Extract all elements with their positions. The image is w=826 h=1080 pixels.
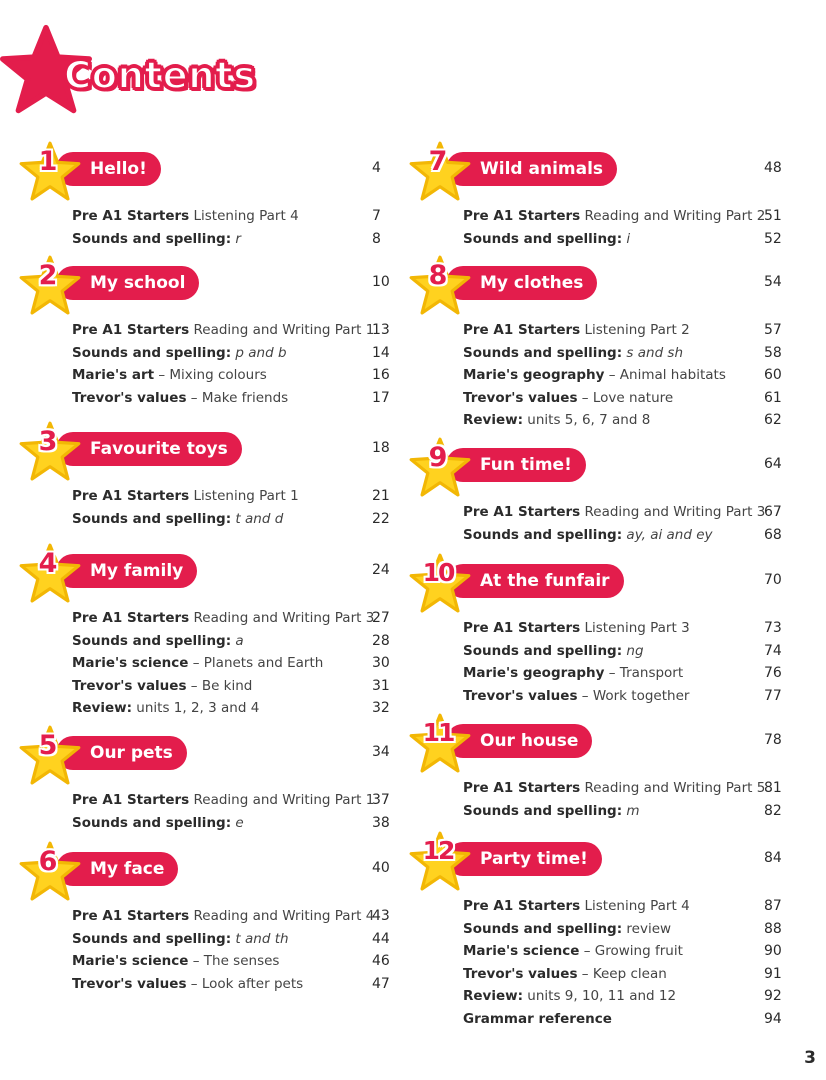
unit-title: My school xyxy=(56,266,199,300)
contents-entry[interactable] xyxy=(72,700,259,716)
entry-page-number: 92 xyxy=(764,988,782,1004)
unit-number: 6 xyxy=(38,846,58,877)
contents-entry[interactable] xyxy=(72,678,252,694)
page-number: 3 xyxy=(804,1048,816,1068)
entry-page-number: 94 xyxy=(764,1010,782,1027)
unit-title: Wild animals xyxy=(446,152,617,186)
entry-label: Review: xyxy=(72,700,133,716)
entry-label: Trevor's values xyxy=(72,677,187,694)
entry-text: units 9, 10, 11 and 12 xyxy=(523,988,677,1004)
entry-label: Sounds and spelling: xyxy=(463,230,623,247)
entry-label: Trevor's values xyxy=(463,965,578,982)
unit-title: Our pets xyxy=(56,736,187,770)
entry-label: Pre A1 Starters xyxy=(463,780,581,796)
entry-italic: t and th xyxy=(231,930,289,947)
unit-page-number: 54 xyxy=(764,274,782,290)
unit-number: 12 xyxy=(422,836,454,865)
entry-page-number: 17 xyxy=(372,389,390,406)
entry-text: Listening Part 4 xyxy=(189,208,299,224)
unit-title: Fun time! xyxy=(446,448,586,482)
entry-label: Pre A1 Starters xyxy=(72,908,190,924)
entry-label: Sounds and spelling: xyxy=(72,344,232,361)
contents-entry[interactable] xyxy=(463,527,713,543)
contents-entry[interactable] xyxy=(463,803,640,819)
entry-text: Listening Part 4 xyxy=(580,898,690,914)
contents-entry[interactable] xyxy=(72,511,283,527)
unit-title: My face xyxy=(56,852,178,886)
entry-label: Marie's science xyxy=(72,953,189,969)
entry-label: Trevor's values xyxy=(463,687,578,704)
contents-entry[interactable] xyxy=(72,345,287,361)
entry-text: – The senses xyxy=(188,953,280,969)
entry-page-number: 74 xyxy=(764,642,782,659)
entry-label: Pre A1 Starters xyxy=(72,322,190,338)
entry-label: Sounds and spelling: xyxy=(463,642,623,659)
unit-number: 11 xyxy=(422,718,454,747)
contents-entry[interactable] xyxy=(72,488,299,504)
entry-page-number: 37 xyxy=(372,792,390,808)
entry-page-number: 47 xyxy=(372,975,390,992)
entry-text: Reading and Writing Part 1 xyxy=(189,792,375,808)
entry-text: – Planets and Earth xyxy=(188,655,324,671)
entry-text: Listening Part 3 xyxy=(580,620,690,636)
entry-page-number: 87 xyxy=(764,898,782,914)
unit-title: My clothes xyxy=(446,266,597,300)
entry-text: Reading and Writing Part 2 xyxy=(580,208,766,224)
entry-italic: s and sh xyxy=(622,344,684,361)
entry-label: Sounds and spelling: xyxy=(463,920,623,937)
unit-page-number: 40 xyxy=(372,860,390,876)
entry-label: Marie's science xyxy=(463,943,580,959)
contents-entry[interactable] xyxy=(72,390,288,406)
contents-entry[interactable] xyxy=(463,345,683,361)
entry-text: – Be kind xyxy=(186,677,253,694)
entry-page-number: 51 xyxy=(764,208,782,224)
entry-page-number: 27 xyxy=(372,610,390,626)
unit-title: Party time! xyxy=(446,842,602,876)
entry-text: – Love nature xyxy=(577,389,674,406)
unit-title: Our house xyxy=(446,724,592,758)
entry-page-number: 43 xyxy=(372,908,390,924)
contents-entry[interactable] xyxy=(72,953,279,969)
entry-label: Grammar reference xyxy=(463,1010,612,1027)
contents-entry[interactable] xyxy=(463,1011,612,1027)
entry-page-number: 52 xyxy=(764,230,782,247)
unit-page-number: 78 xyxy=(764,732,782,748)
entry-page-number: 13 xyxy=(372,322,390,338)
contents-entry[interactable] xyxy=(72,367,267,383)
contents-entry[interactable] xyxy=(463,504,765,520)
unit-number: 4 xyxy=(38,548,58,579)
contents-entry[interactable] xyxy=(72,792,374,808)
entry-italic: t and d xyxy=(231,510,284,527)
entry-label: Pre A1 Starters xyxy=(72,610,190,626)
entry-text: – Transport xyxy=(604,665,684,681)
contents-entry[interactable] xyxy=(463,921,671,937)
contents-entry[interactable] xyxy=(463,665,683,681)
entry-page-number: 77 xyxy=(764,687,782,704)
entry-italic: i xyxy=(622,230,631,247)
contents-entry[interactable] xyxy=(72,633,244,649)
entry-page-number: 67 xyxy=(764,504,782,520)
entry-label: Marie's science xyxy=(72,655,189,671)
unit-number: 1 xyxy=(38,146,58,177)
contents-entry[interactable] xyxy=(463,966,667,982)
unit-number: 3 xyxy=(38,426,58,457)
contents-entry[interactable] xyxy=(463,898,690,914)
entry-label: Sounds and spelling: xyxy=(72,930,232,947)
entry-page-number: 31 xyxy=(372,677,390,694)
unit-number: 2 xyxy=(38,260,58,291)
entry-label: Sounds and spelling: xyxy=(72,230,232,247)
contents-entry[interactable] xyxy=(463,688,689,704)
unit-page-number: 84 xyxy=(764,850,782,866)
entry-page-number: 91 xyxy=(764,965,782,982)
entry-label: Sounds and spelling: xyxy=(463,344,623,361)
contents-entry[interactable] xyxy=(72,655,323,671)
entry-label: Marie's geography xyxy=(463,367,605,383)
contents-entry[interactable] xyxy=(463,620,690,636)
entry-text: – Animal habitats xyxy=(604,367,726,383)
contents-entry[interactable] xyxy=(463,988,676,1004)
contents-entry[interactable] xyxy=(72,322,374,338)
unit-page-number: 10 xyxy=(372,274,390,290)
entry-text: Reading and Writing Part 3 xyxy=(189,610,375,626)
entry-text: units 1, 2, 3 and 4 xyxy=(132,700,260,716)
entry-italic: a xyxy=(231,632,244,649)
entry-text: Listening Part 1 xyxy=(189,488,299,504)
entry-label: Pre A1 Starters xyxy=(463,898,581,914)
entry-text: Reading and Writing Part 4 xyxy=(189,908,375,924)
entry-text: – Mixing colours xyxy=(154,367,267,383)
entry-page-number: 22 xyxy=(372,510,390,527)
contents-entry[interactable] xyxy=(463,390,673,406)
entry-text: Reading and Writing Part 5 xyxy=(580,780,766,796)
entry-text: – Look after pets xyxy=(186,975,304,992)
entry-label: Pre A1 Starters xyxy=(463,322,581,338)
contents-entry[interactable] xyxy=(72,231,241,247)
contents-entry[interactable] xyxy=(463,367,726,383)
contents-header xyxy=(0,24,300,124)
unit-page-number: 64 xyxy=(764,456,782,472)
contents-entry[interactable] xyxy=(72,208,299,224)
entry-italic: m xyxy=(622,802,640,819)
contents-entry[interactable] xyxy=(72,815,244,831)
entry-page-number: 60 xyxy=(764,367,782,383)
entry-page-number: 8 xyxy=(372,230,381,247)
entry-page-number: 68 xyxy=(764,526,782,543)
entry-label: Pre A1 Starters xyxy=(72,208,190,224)
entry-text: review xyxy=(622,920,672,937)
entry-label: Pre A1 Starters xyxy=(463,504,581,520)
entry-label: Pre A1 Starters xyxy=(463,620,581,636)
contents-entry[interactable] xyxy=(463,208,765,224)
entry-label: Trevor's values xyxy=(72,975,187,992)
entry-page-number: 73 xyxy=(764,620,782,636)
unit-title: My family xyxy=(56,554,197,588)
contents-entry[interactable] xyxy=(463,643,644,659)
contents-entry[interactable] xyxy=(72,976,303,992)
entry-text: Reading and Writing Part 3 xyxy=(580,504,766,520)
entry-text: – Work together xyxy=(577,687,690,704)
entry-text: units 5, 6, 7 and 8 xyxy=(523,412,651,428)
unit-page-number: 18 xyxy=(372,440,390,456)
contents-entry[interactable] xyxy=(463,780,765,796)
entry-page-number: 38 xyxy=(372,814,390,831)
entry-label: Trevor's values xyxy=(72,389,187,406)
entry-page-number: 46 xyxy=(372,953,390,969)
entry-label: Marie's geography xyxy=(463,665,605,681)
entry-page-number: 61 xyxy=(764,389,782,406)
entry-page-number: 76 xyxy=(764,665,782,681)
entry-text: – Keep clean xyxy=(577,965,667,982)
entry-page-number: 88 xyxy=(764,920,782,937)
entry-label: Sounds and spelling: xyxy=(463,802,623,819)
unit-page-number: 48 xyxy=(764,160,782,176)
entry-italic: ng xyxy=(622,642,644,659)
unit-number: 9 xyxy=(428,442,448,473)
entry-label: Sounds and spelling: xyxy=(72,632,232,649)
entry-page-number: 21 xyxy=(372,488,390,504)
entry-text: – Make friends xyxy=(186,389,289,406)
entry-page-number: 82 xyxy=(764,802,782,819)
unit-page-number: 34 xyxy=(372,744,390,760)
entry-label: Review: xyxy=(463,988,524,1004)
entry-label: Sounds and spelling: xyxy=(72,510,232,527)
unit-number: 10 xyxy=(422,558,454,587)
contents-entry[interactable] xyxy=(463,231,630,247)
unit-number: 7 xyxy=(428,146,448,177)
contents-entry[interactable] xyxy=(72,610,374,626)
page-title: Contents xyxy=(64,54,256,97)
entry-italic: p and b xyxy=(231,344,287,361)
entry-page-number: 44 xyxy=(372,930,390,947)
entry-page-number: 7 xyxy=(372,208,381,224)
contents-entry[interactable] xyxy=(463,412,650,428)
entry-label: Trevor's values xyxy=(463,389,578,406)
unit-title: Favourite toys xyxy=(56,432,242,466)
entry-page-number: 28 xyxy=(372,632,390,649)
entry-text: – Growing fruit xyxy=(579,943,683,959)
unit-page-number: 24 xyxy=(372,562,390,578)
entry-page-number: 81 xyxy=(764,780,782,796)
contents-entry[interactable] xyxy=(72,908,374,924)
unit-title: Hello! xyxy=(56,152,161,186)
entry-label: Pre A1 Starters xyxy=(72,792,190,808)
unit-page-number: 70 xyxy=(764,572,782,588)
unit-number: 5 xyxy=(38,730,58,761)
unit-title: At the funfair xyxy=(446,564,624,598)
entry-page-number: 16 xyxy=(372,367,390,383)
entry-italic: ay, ai and ey xyxy=(622,526,713,543)
entry-label: Pre A1 Starters xyxy=(72,488,190,504)
entry-page-number: 30 xyxy=(372,655,390,671)
entry-page-number: 90 xyxy=(764,943,782,959)
unit-page-number: 4 xyxy=(372,160,381,176)
entry-page-number: 32 xyxy=(372,700,390,716)
entry-label: Sounds and spelling: xyxy=(463,526,623,543)
entry-label: Pre A1 Starters xyxy=(463,208,581,224)
entry-page-number: 14 xyxy=(372,344,390,361)
unit-number: 8 xyxy=(428,260,448,291)
contents-entry[interactable] xyxy=(463,943,683,959)
entry-label: Marie's art xyxy=(72,367,155,383)
entry-italic: r xyxy=(231,230,241,247)
contents-entry[interactable] xyxy=(463,322,690,338)
entry-page-number: 58 xyxy=(764,344,782,361)
entry-italic: e xyxy=(231,814,244,831)
entry-label: Sounds and spelling: xyxy=(72,814,232,831)
contents-entry[interactable] xyxy=(72,931,289,947)
entry-text: Listening Part 2 xyxy=(580,322,690,338)
entry-page-number: 57 xyxy=(764,322,782,338)
entry-label: Review: xyxy=(463,412,524,428)
entry-page-number: 62 xyxy=(764,412,782,428)
entry-text: Reading and Writing Part 1 xyxy=(189,322,375,338)
